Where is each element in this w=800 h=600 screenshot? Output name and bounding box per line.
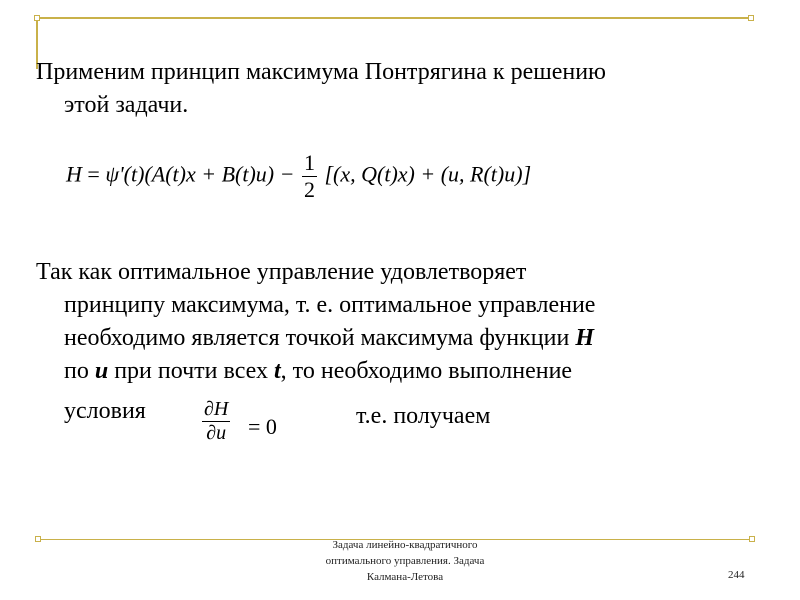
partial-numerator: ∂H <box>204 398 229 420</box>
var-H: H <box>575 325 594 351</box>
formula-psi-part: ψ'(t)(A(t)x + B(t)u) − <box>105 161 295 187</box>
body-line-3 <box>36 322 756 355</box>
page-number: 244 <box>728 569 745 581</box>
fraction-numerator: 1 <box>303 150 315 175</box>
fraction-denominator: 2 <box>303 177 315 202</box>
footer-line-3: Калмана-Летова <box>366 571 444 583</box>
frame-top-line <box>36 17 754 19</box>
condition-label: условия <box>64 398 146 424</box>
footer-line-1: Задача линейно-квадратичного <box>332 539 478 551</box>
frame-corner-top-left <box>34 15 40 21</box>
intro-line-1: Применим принцип максимума Понтрягина к решению <box>36 59 606 85</box>
body-line-2: принципу максимума, т. е. оптимальное управление <box>64 292 596 318</box>
footer-title <box>300 537 510 585</box>
frame-corner-bottom-left <box>35 536 41 542</box>
body-line-3-text: необходимо является точкой максимума функции <box>64 325 570 351</box>
intro-line-2: этой задачи. <box>64 92 189 118</box>
partial-derivative-fraction <box>200 398 232 445</box>
partial-denominator: ∂u <box>206 422 227 444</box>
footer-line-2: оптимального управления. Задача <box>325 555 485 567</box>
body-line-4 <box>36 355 756 388</box>
formula-equals: = <box>87 161 100 187</box>
frame-corner-bottom-right <box>749 536 755 542</box>
condition-rhs: = 0 <box>248 414 277 439</box>
var-t: t <box>274 358 281 384</box>
body-paragraph <box>36 256 756 388</box>
intro-paragraph <box>36 56 756 122</box>
result-text: т.е. получаем <box>356 403 491 429</box>
formula-lhs: H <box>66 161 82 187</box>
formula-half-fraction <box>302 150 317 203</box>
body-line-1: Так как оптимальное управление удовлетворяет <box>36 259 527 285</box>
body-line-4-post: , то необходимо выполнение <box>280 358 573 384</box>
frame-corner-top-right <box>748 15 754 21</box>
hamiltonian-formula <box>66 150 531 203</box>
body-line-4-pre: по <box>64 358 89 384</box>
body-line-4-mid: при почти всех <box>114 358 268 384</box>
var-u: u <box>94 358 109 384</box>
formula-quadratic-part: [(x, Q(t)x) + (u, R(t)u)] <box>324 161 532 187</box>
